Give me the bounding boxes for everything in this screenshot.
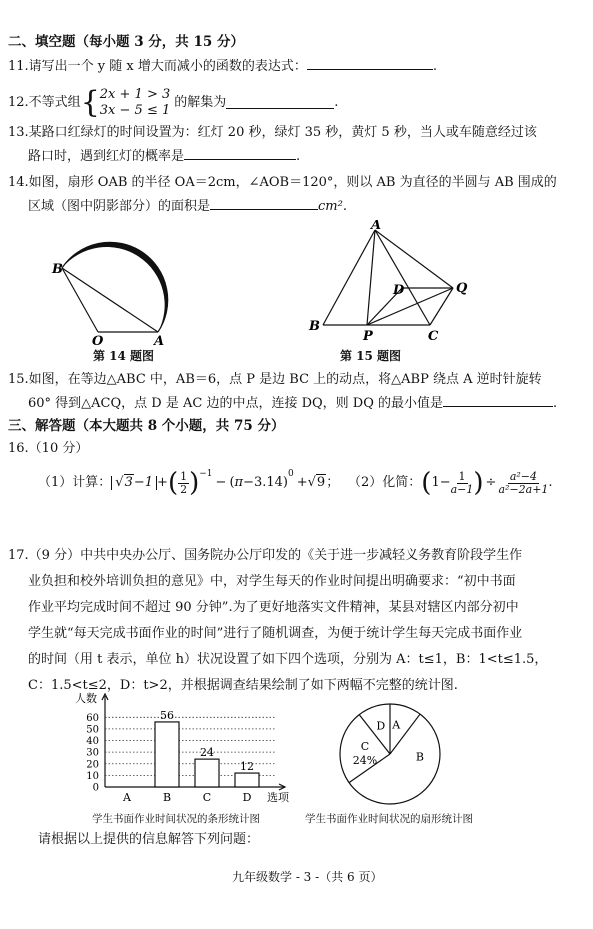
fig15-label-c: C (428, 329, 439, 344)
question-13-line2: 路口时，遇到红灯的概率是 . (28, 149, 301, 164)
fig15-segment-ap (367, 230, 375, 325)
x-axis-label: 选项 (267, 791, 289, 804)
pie-chart-title: 学生书面作业时间状况的扇形统计图 (305, 813, 473, 825)
y-tick-label: 40 (86, 736, 99, 748)
q12-answer-blank[interactable] (226, 97, 334, 109)
fig14-shaded-region (62, 242, 168, 332)
fig15-label-d: D (393, 283, 405, 298)
x-tick-label: A (123, 791, 131, 804)
pie-percent-label: 24% (352, 754, 378, 767)
q13-line2: 路口时，遇到红灯的概率是 (28, 149, 185, 164)
fig15-side-ac (375, 230, 430, 325)
figure-15 (305, 220, 480, 345)
y-tick-label: 60 (86, 712, 99, 724)
bar-value-label: 12 (240, 760, 254, 774)
y-tick-label: 30 (86, 747, 99, 759)
q11-text: 11.请写出一个 y 随 x 增大而减小的函数的表达式： (8, 59, 307, 74)
fig15-segment-pq (367, 288, 453, 325)
bar-chart-title: 学生书面作业时间状况的条形统计图 (92, 813, 260, 825)
page-footer: 九年级数学 - 3 -（共 6 页） (232, 870, 383, 884)
q13-answer-blank[interactable] (184, 148, 296, 160)
pie-label-B: B (415, 750, 424, 764)
question-12: 12.不等式组 { 2x + 1 > 3 3x − 5 ≤ 1 的解集为 . (8, 85, 339, 120)
q15-line2: 60° 得到△ACQ，点 D 是 AC 边的中点，连接 DQ，则 DQ 的最小值是 (28, 396, 444, 411)
q15-answer-blank[interactable] (443, 395, 553, 407)
fig14-caption: 第 14 题图 (93, 349, 155, 363)
fig15-label-b: B (309, 319, 320, 334)
fig14-label-a: A (154, 334, 165, 345)
q16-fraction-1: $\frac{1}{a-1}$ (450, 469, 474, 496)
q16-fraction-half: $\frac{1}{2}$ (180, 469, 188, 496)
q12-ineq2: 3x − 5 ≤ 1 (99, 103, 171, 118)
pie-label-A: A (392, 718, 401, 732)
fig15-label-p: P (363, 329, 373, 344)
q14-line2: 区域（图中阴影部分）的面积是 (28, 199, 211, 214)
q12-brace: { (80, 85, 100, 120)
question-11: 11.请写出一个 y 随 x 增大而减小的函数的表达式： . (8, 59, 438, 74)
fig14-label-o: O (92, 334, 104, 345)
q16-part2: （2）化简： ( 1− $\frac{1}{a-1}$ ) ÷ $\frac{\text{a²−4}}{\text{a²−2a+1}}$ . (348, 468, 553, 498)
q17-line5: 的时间（用 t 表示，单位 h）状况设置了如下四个选项，分别为 A：t≤1，B：1<t≤1.5， (28, 652, 548, 667)
bar-chart (60, 690, 305, 812)
fig14-radius-ob (62, 268, 98, 332)
q17-line3: 作业平均完成时间不超过 90 分钟”.为了更好地落实文件精神，某县对辖区内部分初中 (28, 600, 519, 615)
q12-ineq1: 2x + 1 > 3 (99, 87, 171, 102)
question-14-line2 (28, 198, 347, 215)
pie-label-C: C (360, 740, 370, 753)
fig14-chord-ab (62, 268, 158, 332)
x-tick-label: B (162, 791, 172, 804)
pie-chart (330, 700, 450, 808)
q16-part1-label: （1）计算： (38, 475, 112, 490)
bar-C (195, 759, 219, 787)
fig15-side-ab (323, 230, 375, 325)
fig15-segment-aq (375, 230, 453, 288)
bar-value-label: 56 (160, 708, 174, 722)
y-tick-label: 0 (92, 782, 99, 794)
q14-answer-blank[interactable] (210, 198, 318, 210)
q14-unit: cm². (318, 199, 347, 214)
y-tick-label: 20 (86, 759, 99, 771)
fig15-label-a: A (371, 220, 382, 233)
section3-title: 三、解答题（本大题共 8 个小题，共 75 分） (8, 418, 285, 434)
q12-system (100, 87, 170, 119)
bar-value-label: 24 (200, 746, 214, 760)
y-tick-label: 50 (86, 724, 99, 736)
q16-part1: （1）计算： √3−1 + ( $\frac{1}{2}$ ) $^{-1}$ − ( π −3.14) $^0$ + √9 ； (38, 468, 340, 498)
pie-label-D: D (376, 719, 386, 733)
q12-suffix: 的解集为 (174, 95, 227, 110)
q14-line1: 14.如图，扇形 OAB 的半径 OA＝2cm，∠AOB＝120°，则以 AB 为直径的半圆与 AB 围成的 (8, 175, 557, 190)
section2-title: 二、填空题（每小题 3 分，共 15 分） (8, 34, 244, 50)
figure-14 (50, 235, 190, 345)
q13-line1: 13.某路口红绿灯的时间设置为：红灯 20 秒，绿灯 35 秒，黄灯 5 秒，当人或车随意经过该 (8, 125, 537, 140)
q17-line2: 业负担和校外培训负担的意见》中，对学生每天的作业时间提出明确要求：“初中书面 (28, 574, 516, 589)
q17-footer: 请根据以上提供的信息解答下列问题： (38, 832, 260, 847)
y-axis-label: 人数 (75, 692, 97, 705)
q16-header: 16.（10 分） (8, 441, 89, 456)
question-15-line2: 60° 得到△ACQ，点 D 是 AC 边的中点，连接 DQ，则 DQ 的最小值是 . (28, 396, 558, 411)
bar-B (155, 722, 179, 787)
q17-line1: 17.（9 分）中共中央办公厅、国务院办公厅印发的《关于进一步减轻义务教育阶段学生作 (8, 548, 523, 563)
x-tick-label: C (202, 791, 212, 804)
fig15-label-q: Q (456, 281, 468, 296)
q16-abs-expr: √3−1 (111, 476, 157, 490)
x-tick-label: D (242, 791, 252, 804)
q17-line6: C：1.5<t≤2，D：t>2，并根据调查结果绘制了如下两幅不完整的统计图. (28, 678, 458, 693)
fig14-arc-ab (62, 242, 168, 332)
y-tick-label: 10 (86, 770, 99, 782)
q15-line1: 15.如图，在等边△ABC 中，AB＝6，点 P 是边 BC 上的动点，将△ABP 绕点 A 逆时针旋转 (8, 372, 542, 387)
q11-answer-blank[interactable] (307, 58, 433, 70)
q16-part2-label: （2）化简： (348, 475, 422, 490)
q12-prefix: 12.不等式组 (8, 95, 81, 110)
q16-fraction-2: $\frac{\text{a²−4}}{\text{a²−2a+1}}$ (498, 469, 549, 496)
bar-D (235, 773, 259, 787)
fig15-caption: 第 15 题图 (340, 349, 402, 363)
q17-line4: 学生就“每天完成书面作业的时间”进行了随机调查，为便于统计学生每天完成书面作业 (28, 626, 523, 641)
fig14-label-b: B (52, 262, 63, 277)
